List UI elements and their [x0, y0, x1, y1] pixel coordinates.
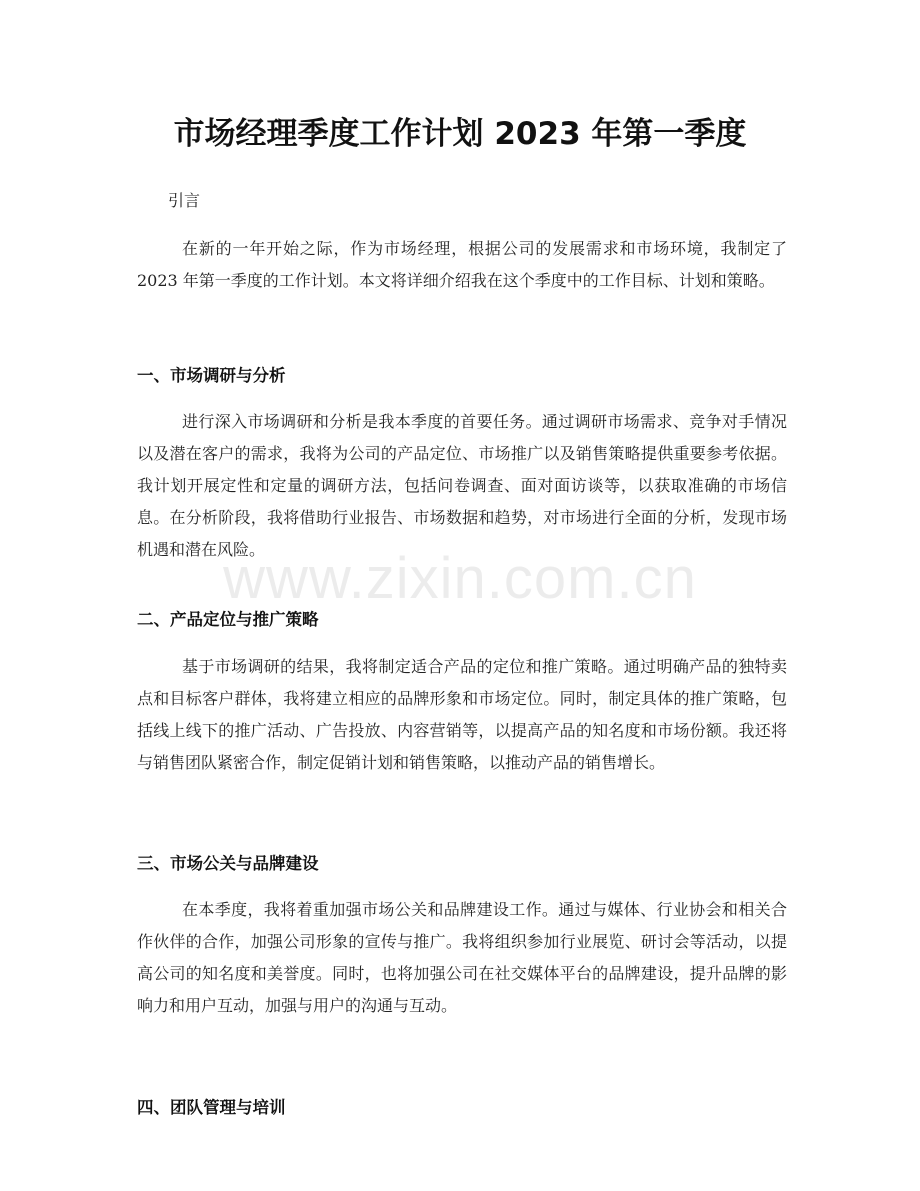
section-heading-3: 三、市场公关与品牌建设 [137, 854, 319, 873]
section-heading-1: 一、市场调研与分析 [137, 366, 286, 385]
intro-label: 引言 [168, 191, 201, 210]
section-body-1: 进行深入市场调研和分析是我本季度的首要任务。通过调研市场需求、竞争对手情况以及潜在客户的需求，我将为公司的产品定位、市场推广以及销售策略提供重要参考依据。我计划开展定性和定量的调研方法，包括问卷调查、面对面访谈等，以获取准确的市场信息。在分析阶段，我将借助行业报告、市场数据和趋势，对市场进行全面的分析，发现市场机遇和潜在风险。 [137, 412, 787, 559]
section-body-2: 基于市场调研的结果，我将制定适合产品的定位和推广策略。通过明确产品的独特卖点和目标客户群体，我将建立相应的品牌形象和市场定位。同时，制定具体的推广策略，包括线上线下的推广活动、广告投放、内容营销等，以提高产品的知名度和市场份额。我还将与销售团队紧密合作，制定促销计划和销售策略，以推动产品的销售增长。 [137, 657, 787, 772]
section-heading-4: 四、团队管理与培训 [137, 1098, 286, 1117]
page-title: 市场经理季度工作计划 2023 年第一季度 [173, 116, 747, 152]
section-body-3: 在本季度，我将着重加强市场公关和品牌建设工作。通过与媒体、行业协会和相关合作伙伴的合作，加强公司形象的宣传与推广。我将组织参加行业展览、研讨会等活动，以提高公司的知名度和美誉度。同时，也将加强公司在社交媒体平台的品牌建设，提升品牌的影响力和用户互动，加强与用户的沟通与互动。 [137, 900, 787, 1015]
watermark: www.zixin.com.cn [223, 546, 697, 611]
intro-paragraph: 在新的一年开始之际，作为市场经理，根据公司的发展需求和市场环境，我制定了 2023 年第一季度的工作计划。本文将详细介绍我在这个季度中的工作目标、计划和策略。 [137, 239, 787, 290]
section-heading-2: 二、产品定位与推广策略 [137, 610, 319, 629]
